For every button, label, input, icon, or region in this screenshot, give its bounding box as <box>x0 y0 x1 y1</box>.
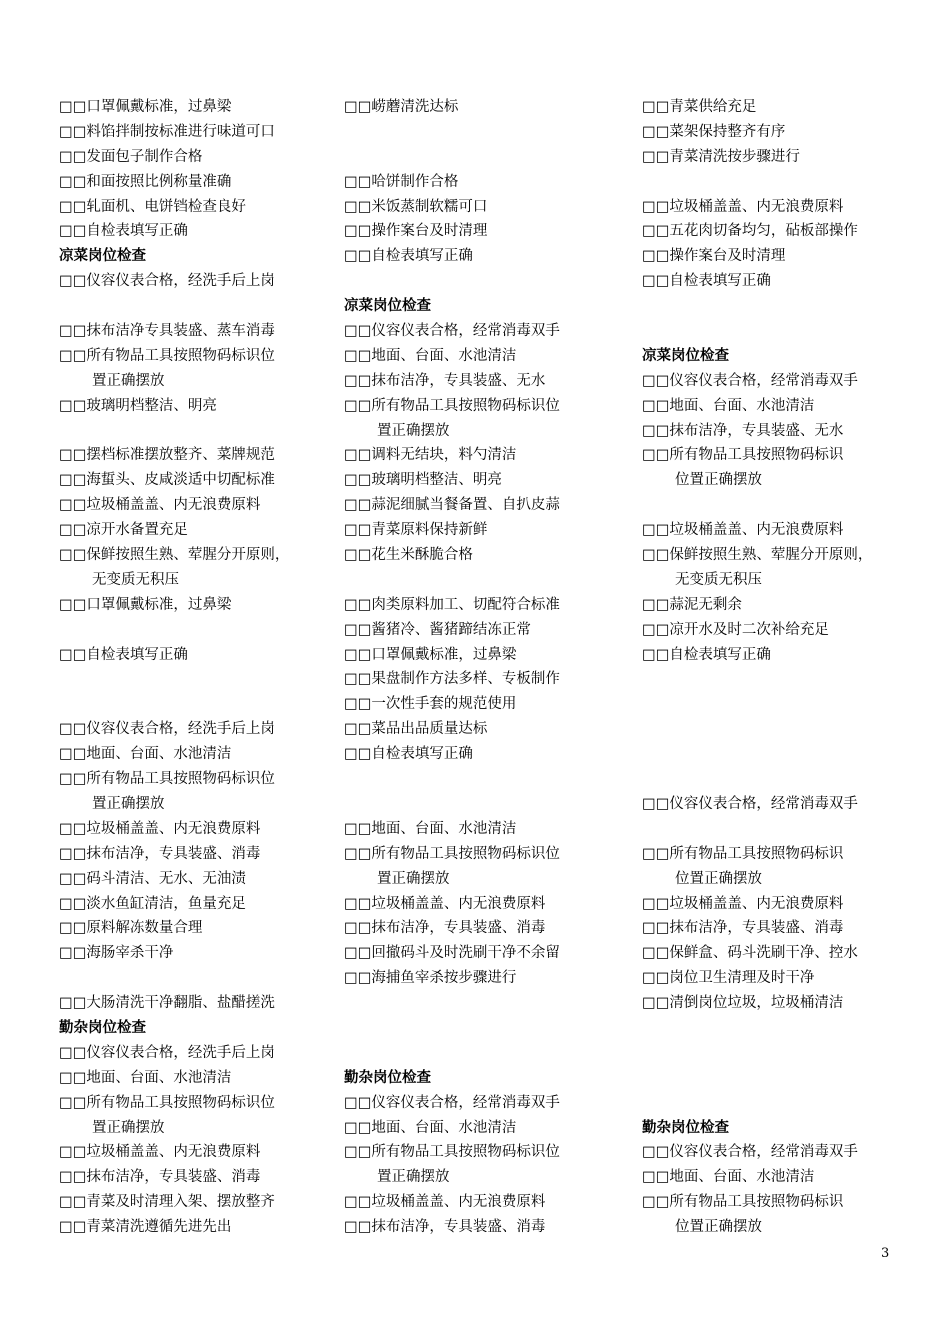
blank-line <box>59 618 339 643</box>
section-heading: 勤杂岗位检查 <box>642 1118 729 1136</box>
blank-line <box>642 1041 932 1066</box>
checklist-item: □□保鲜按照生熟、荤腥分开原则， <box>642 547 873 564</box>
checklist-item: □□料馅拌制按标准进行味道可口 <box>59 123 275 140</box>
checklist-item-continuation: 置正确摆放 <box>377 422 450 439</box>
checklist-item-continuation: 位置正确摆放 <box>675 472 762 489</box>
checklist-item: □□抹布洁净专具装盛、蒸车消毒 <box>59 323 275 340</box>
checklist-item: □□保鲜盒、码斗洗刷干净、控水 <box>642 945 858 962</box>
checklist-item: □□垃圾桶盖盖、内无浪费原料 <box>59 497 261 514</box>
checklist-item: □□地面、台面、水池清洁 <box>642 397 815 414</box>
checklist-item: □□地面、台面、水池清洁 <box>59 746 232 763</box>
checklist-item: □□海肠宰杀干净 <box>59 945 174 962</box>
checklist-item: □□操作案台及时清理 <box>344 223 488 240</box>
checklist-item: □□淡水鱼缸清洁，鱼量充足 <box>59 895 246 912</box>
blank-line <box>642 1066 932 1091</box>
checklist-item: □□垃圾桶盖盖、内无浪费原料 <box>59 1144 261 1161</box>
blank-line <box>59 692 339 717</box>
section-heading: 勤杂岗位检查 <box>59 1018 146 1036</box>
checklist-item: □□地面、台面、水池清洁 <box>59 1069 232 1086</box>
checklist-item: □□自检表填写正确 <box>344 248 473 265</box>
checklist-item: □□轧面机、电饼铛检查良好 <box>59 198 246 215</box>
blank-line <box>344 1041 634 1066</box>
checklist-item: □□垃圾桶盖盖、内无浪费原料 <box>642 522 844 539</box>
checklist-item: □□口罩佩戴标准，过鼻梁 <box>344 646 517 663</box>
checklist-item: □□酱猪冷、酱猪蹄结冻正常 <box>344 621 531 638</box>
checklist-item-continuation: 无变质无积压 <box>92 571 179 588</box>
checklist-item: □□地面、台面、水池清洁 <box>344 1119 517 1136</box>
blank-line <box>642 717 932 742</box>
checklist-item: □□自检表填写正确 <box>642 273 771 290</box>
checklist-item: □□自检表填写正确 <box>344 746 473 763</box>
blank-line <box>642 667 932 692</box>
checklist-item: □□抹布洁净，专具装盛、无水 <box>642 422 844 439</box>
checklist-item: □□抹布洁净，专具装盛、无水 <box>344 372 546 389</box>
blank-line <box>344 991 634 1016</box>
checklist-item: □□所有物品工具按照物码标识位 <box>344 845 560 862</box>
checklist-item: □□仪容仪表合格，经洗手后上岗 <box>59 1044 275 1061</box>
blank-line <box>344 792 634 817</box>
checklist-item: □□蒜泥细腻当餐备置、自扒皮蒜 <box>344 497 560 514</box>
checklist-item: □□仪容仪表合格，经常消毒双手 <box>344 1094 560 1111</box>
checklist-item: □□一次性手套的规范使用 <box>344 696 517 713</box>
checklist-item: □□抹布洁净，专具装盛、消毒 <box>59 845 261 862</box>
blank-line <box>344 269 634 294</box>
checklist-item: □□五花肉切备均匀，砧板部操作 <box>642 223 858 240</box>
checklist-item: □□青菜及时清理入架、摆放整齐 <box>59 1194 275 1211</box>
blank-line <box>642 170 932 195</box>
checklist-item-continuation: 位置正确摆放 <box>675 870 762 887</box>
blank-line <box>642 294 932 319</box>
checklist-item: □□海蜇头、皮咸淡适中切配标准 <box>59 472 275 489</box>
checklist-item-continuation: 置正确摆放 <box>92 1119 165 1136</box>
checklist-item-continuation: 置正确摆放 <box>377 1169 450 1186</box>
checklist-item: □□海捕鱼宰杀按步骤进行 <box>344 970 517 987</box>
checklist-item: □□操作案台及时清理 <box>642 248 786 265</box>
checklist-column-1 <box>59 95 339 1240</box>
blank-line <box>642 767 932 792</box>
checklist-column-2 <box>344 95 634 1240</box>
blank-line <box>344 120 634 145</box>
checklist-item: □□仪容仪表合格，经常消毒双手 <box>642 372 858 389</box>
checklist-item-continuation: 置正确摆放 <box>92 372 165 389</box>
checklist-item: □□青菜清洗遵循先进先出 <box>59 1219 232 1236</box>
blank-line <box>344 568 634 593</box>
checklist-item: □□所有物品工具按照物码标识位 <box>344 397 560 414</box>
section-heading: 凉菜岗位检查 <box>59 247 146 265</box>
checklist-item: □□垃圾桶盖盖、内无浪费原料 <box>59 820 261 837</box>
checklist-item: □□蒜泥无剩余 <box>642 596 742 613</box>
checklist-item: □□垃圾桶盖盖、内无浪费原料 <box>642 895 844 912</box>
checklist-item: □□口罩佩戴标准，过鼻梁 <box>59 99 232 115</box>
checklist-item: □□发面包子制作合格 <box>59 148 203 165</box>
checklist-item: □□凉开水备置充足 <box>59 522 188 539</box>
checklist-item: □□米饭蒸制软糯可口 <box>344 198 488 215</box>
checklist-item: □□仪容仪表合格，经洗手后上岗 <box>59 721 275 738</box>
checklist-item: □□所有物品工具按照物码标识位 <box>344 1144 560 1161</box>
blank-line <box>642 319 932 344</box>
blank-line <box>642 692 932 717</box>
checklist-item: □□地面、台面、水池清洁 <box>642 1169 815 1186</box>
checklist-item: □□抹布洁净，专具装盛、消毒 <box>642 920 844 937</box>
checklist-item: □□抹布洁净，专具装盛、消毒 <box>59 1169 261 1186</box>
checklist-item: □□自检表填写正确 <box>642 646 771 663</box>
blank-line <box>59 667 339 692</box>
checklist-item: □□凉开水及时二次补给充足 <box>642 621 829 638</box>
checklist-item: □□抹布洁净，专具装盛、消毒 <box>344 920 546 937</box>
blank-line <box>344 145 634 170</box>
blank-line <box>642 742 932 767</box>
checklist-item: □□和面按照比例称量准确 <box>59 173 232 190</box>
checklist-item: □□所有物品工具按照物码标识位 <box>59 347 275 364</box>
checklist-item: □□仪容仪表合格，经常消毒双手 <box>642 795 858 812</box>
checklist-item: □□青菜原料保持新鲜 <box>344 522 488 539</box>
checklist-item: □□保鲜按照生熟、荤腥分开原则， <box>59 547 290 564</box>
checklist-item: □□抹布洁净，专具装盛、消毒 <box>344 1219 546 1236</box>
blank-line <box>642 1091 932 1116</box>
checklist-item: □□所有物品工具按照物码标识位 <box>59 771 275 788</box>
checklist-item: □□菜架保持整齐有序 <box>642 123 786 140</box>
checklist-item: □□回撤码斗及时洗刷干净不余留 <box>344 945 560 962</box>
checklist-item: □□地面、台面、水池清洁 <box>344 347 517 364</box>
checklist-item: □□青菜供给充足 <box>642 99 757 115</box>
page-number: 3 <box>881 1246 890 1261</box>
blank-line <box>59 419 339 444</box>
checklist-item: □□崂蘑清洗达标 <box>344 99 459 115</box>
checklist-item: □□码斗清洁、无水、无油渍 <box>59 870 246 887</box>
checklist-item: □□仪容仪表合格，经常消毒双手 <box>642 1144 858 1161</box>
checklist-item: □□所有物品工具按照物码标识 <box>642 845 844 862</box>
checklist-item: □□垃圾桶盖盖、内无浪费原料 <box>344 895 546 912</box>
section-heading: 凉菜岗位检查 <box>642 346 729 364</box>
checklist-column-3 <box>642 95 932 1240</box>
checklist-item: □□岗位卫生清理及时干净 <box>642 970 815 987</box>
blank-line <box>642 1016 932 1041</box>
checklist-item: □□垃圾桶盖盖、内无浪费原料 <box>344 1194 546 1211</box>
checklist-item: □□所有物品工具按照物码标识位 <box>59 1094 275 1111</box>
blank-line <box>344 767 634 792</box>
checklist-item: □□原料解冻数量合理 <box>59 920 203 937</box>
checklist-item: □□清倒岗位垃圾，垃圾桶清洁 <box>642 995 844 1012</box>
checklist-item: □□自检表填写正确 <box>59 646 188 663</box>
blank-line <box>59 966 339 991</box>
checklist-item: □□大肠清洗干净翻脂、盐醋搓洗 <box>59 995 275 1012</box>
section-heading: 勤杂岗位检查 <box>344 1068 431 1086</box>
checklist-item-continuation: 无变质无积压 <box>675 571 762 588</box>
checklist-item: □□仪容仪表合格，经洗手后上岗 <box>59 273 275 290</box>
blank-line <box>642 493 932 518</box>
checklist-item: □□调料无结块，料勺清洁 <box>344 447 517 464</box>
checklist-item: □□玻璃明档整洁、明亮 <box>344 472 502 489</box>
checklist-item: □□所有物品工具按照物码标识 <box>642 447 844 464</box>
checklist-item: □□菜品出品质量达标 <box>344 721 488 738</box>
checklist-item: □□青菜清洗按步骤进行 <box>642 148 800 165</box>
blank-line <box>344 1016 634 1041</box>
checklist-item: □□花生米酥脆合格 <box>344 547 473 564</box>
checklist-item: □□自检表填写正确 <box>59 223 188 240</box>
checklist-item: □□玻璃明档整洁、明亮 <box>59 397 217 414</box>
checklist-item: □□所有物品工具按照物码标识 <box>642 1194 844 1211</box>
checklist-item: □□摆档标准摆放整齐、菜牌规范 <box>59 447 275 464</box>
checklist-item-continuation: 置正确摆放 <box>377 870 450 887</box>
checklist-item: □□哈饼制作合格 <box>344 173 459 190</box>
checklist-item: □□果盘制作方法多样、专板制作 <box>344 671 560 688</box>
checklist-item: □□口罩佩戴标准，过鼻梁 <box>59 596 232 613</box>
checklist-item: □□地面、台面、水池清洁 <box>344 820 517 837</box>
checklist-item-continuation: 置正确摆放 <box>92 795 165 812</box>
blank-line <box>59 294 339 319</box>
checklist-item: □□肉类原料加工、切配符合标准 <box>344 596 560 613</box>
checklist-item: □□仪容仪表合格，经常消毒双手 <box>344 323 560 340</box>
checklist-item-continuation: 位置正确摆放 <box>675 1219 762 1236</box>
checklist-item: □□垃圾桶盖盖、内无浪费原料 <box>642 198 844 215</box>
section-heading: 凉菜岗位检查 <box>344 297 431 315</box>
blank-line <box>642 817 932 842</box>
